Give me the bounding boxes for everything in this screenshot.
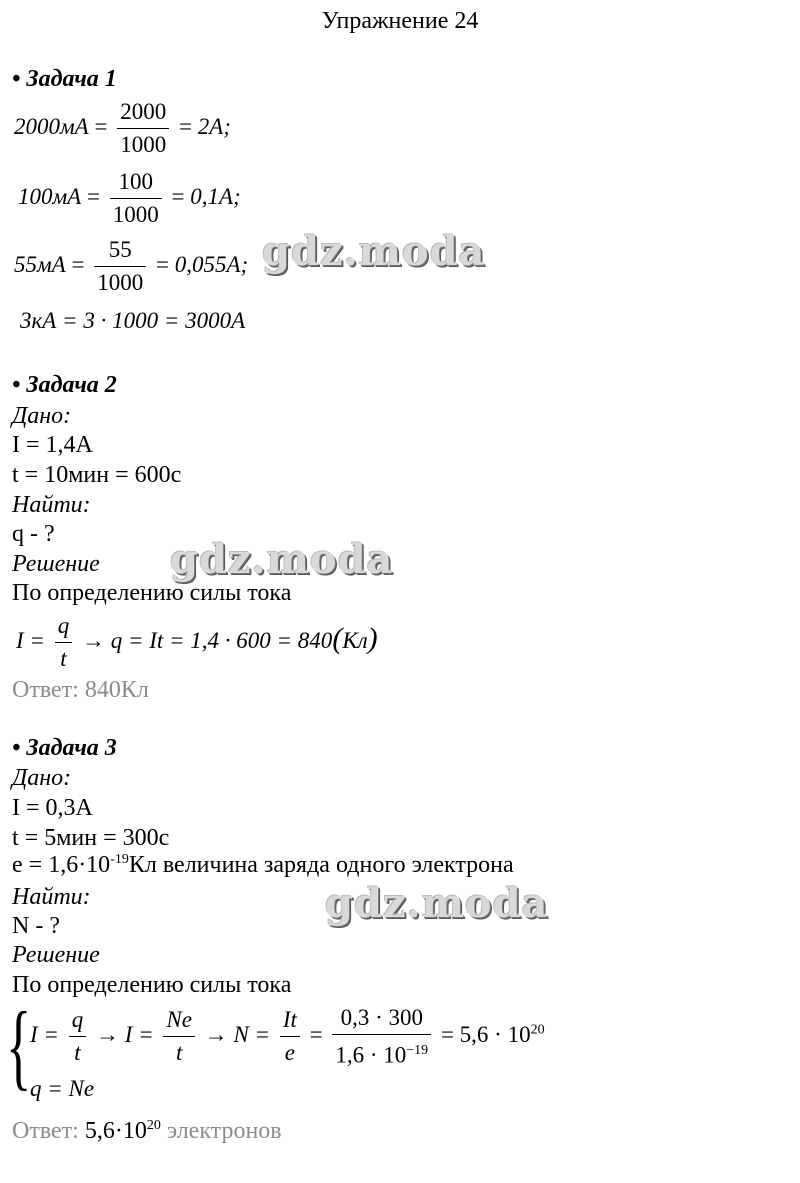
eq3-rhs: 0,055А; xyxy=(174,251,249,277)
watermark-2: gdz.moda xyxy=(170,536,394,583)
sys-f2-lhs: → I = xyxy=(95,1022,154,1048)
task3-answer-value xyxy=(85,1118,161,1144)
task1-equation-2: 100мА = $\frac{100}{1000}$ = 0,1А; xyxy=(18,169,241,227)
sys-f2-den: t xyxy=(175,1040,183,1066)
sys-f1-num: q xyxy=(69,1006,87,1037)
task3-answer-exp: 20 xyxy=(146,1118,161,1133)
task2-formula-fraction xyxy=(55,612,73,673)
task2-find-label: Найти: xyxy=(12,492,91,518)
eq2-fraction xyxy=(110,168,162,229)
task3-charge-prefix: e = 1,6·10 xyxy=(12,852,111,878)
task3-find-label: Найти: xyxy=(12,884,91,910)
task2-formula-rest: → q = It = 1,4 · 600 = 840 xyxy=(81,627,333,653)
task2-formula: I = $\frac{q}{t}$ → q = It = 1,4 · 600 = 840(Кл) xyxy=(16,613,378,671)
sys-f2-fraction xyxy=(163,1006,195,1067)
task3-heading: • Задача 3 xyxy=(12,735,117,761)
task2-formula-num: q xyxy=(55,612,73,643)
task3-solution-text: По определению силы тока xyxy=(12,972,292,998)
sys-f3-den: e xyxy=(284,1040,295,1066)
task3-answer xyxy=(12,1118,282,1145)
task1-equation-3: 55мА = $\frac{55}{1000}$ = 0,055А; xyxy=(14,237,249,295)
task2-find: q - ? xyxy=(12,521,55,547)
task3-solution-label: Решение xyxy=(12,942,100,968)
watermark-1: gdz.moda xyxy=(262,228,486,275)
sys-f3-lhs: → N = xyxy=(204,1022,271,1048)
eq1-rhs: 2А; xyxy=(197,113,231,139)
sys-result-exp: 20 xyxy=(530,1022,545,1038)
sys-f1-lhs: I = xyxy=(30,1022,59,1048)
eq3-fraction xyxy=(94,236,146,297)
task2-given-label: Дано: xyxy=(12,403,72,429)
task3-given-current: I = 0,3А xyxy=(12,795,93,821)
eq1-fraction xyxy=(117,98,169,159)
watermark-3: gdz.moda xyxy=(325,880,549,927)
eq3-den: 1000 xyxy=(97,270,144,295)
sys-f3-num: It xyxy=(280,1006,300,1037)
task2-given-time: t = 10мин = 600с xyxy=(12,462,182,488)
task1-equation-4: 3кА = 3 · 1000 = 3000А xyxy=(20,308,246,333)
eq1-lhs: 2000мА xyxy=(14,113,89,139)
system-brace: { xyxy=(6,992,32,1099)
task3-given-time: t = 5мин = 300с xyxy=(12,825,170,851)
sys-f2-num: Ne xyxy=(163,1006,195,1037)
eq2-rhs: 0,1А; xyxy=(190,183,241,209)
task2-solution-text: По определению силы тока xyxy=(12,580,292,606)
sys-f1-fraction xyxy=(69,1006,87,1067)
task3-given-charge xyxy=(12,852,514,879)
sys-f4-den-base: 1,6 · 10 xyxy=(335,1042,407,1068)
eq1-num: 2000 xyxy=(117,98,169,129)
task3-given-label: Дано: xyxy=(12,765,72,791)
task2-formula-lhs: I = xyxy=(16,627,45,653)
task2-given-current: I = 1,4А xyxy=(12,432,93,458)
task2-formula-den: t xyxy=(60,646,67,671)
sys-f4-den-exp: −19 xyxy=(406,1043,429,1058)
page-title: Упражнение 24 xyxy=(321,8,479,34)
sys-f1-den: t xyxy=(74,1040,81,1066)
sys-f4-num: 0,3 · 300 xyxy=(332,1004,431,1035)
task1-heading: • Задача 1 xyxy=(12,66,117,92)
task3-system-line-1: I = $\frac{q}{t}$ → I = $\frac{Ne}{t}$ → N = $\frac{It}{e}$ = $\frac{0,3 \cdot 300}{1,6 \cdot 10^{-19}}$ = $5,6 \cdot 10^{20}$ xyxy=(30,1005,545,1068)
eq2-num: 100 xyxy=(110,168,162,199)
sys-result-base: = 5,6 · 10 xyxy=(440,1022,531,1048)
task3-charge-suffix: Кл величина заряда одного электрона xyxy=(128,852,514,878)
sys-f4-fraction xyxy=(332,1004,431,1070)
task3-answer-prefix: Ответ: xyxy=(12,1118,79,1144)
task3-answer-base: 5,6·10 xyxy=(84,1118,147,1144)
eq3-num: 55 xyxy=(94,236,146,267)
sys-f4-den xyxy=(332,1035,431,1070)
sys-f3-fraction xyxy=(280,1006,300,1067)
eq2-lhs: 100мА xyxy=(18,183,82,209)
sys-result xyxy=(441,1022,545,1047)
task2-solution-label: Решение xyxy=(12,551,100,577)
task3-answer-suffix: электронов xyxy=(166,1118,282,1144)
eq2-den: 1000 xyxy=(112,202,159,227)
task2-heading: • Задача 2 xyxy=(12,372,117,398)
eq1-den: 1000 xyxy=(120,132,167,157)
task3-charge-exp: -19 xyxy=(110,852,129,867)
task1-equation-1: 2000мА = $\frac{2000}{1000}$ = 2А; xyxy=(14,99,231,157)
eq3-lhs: 55мА xyxy=(14,251,66,277)
task2-formula-unit: Кл xyxy=(342,627,368,653)
task2-answer: Ответ: 840Кл xyxy=(12,677,149,703)
task3-system-line-2: q = Ne xyxy=(30,1076,95,1101)
task3-find: N - ? xyxy=(12,913,60,939)
